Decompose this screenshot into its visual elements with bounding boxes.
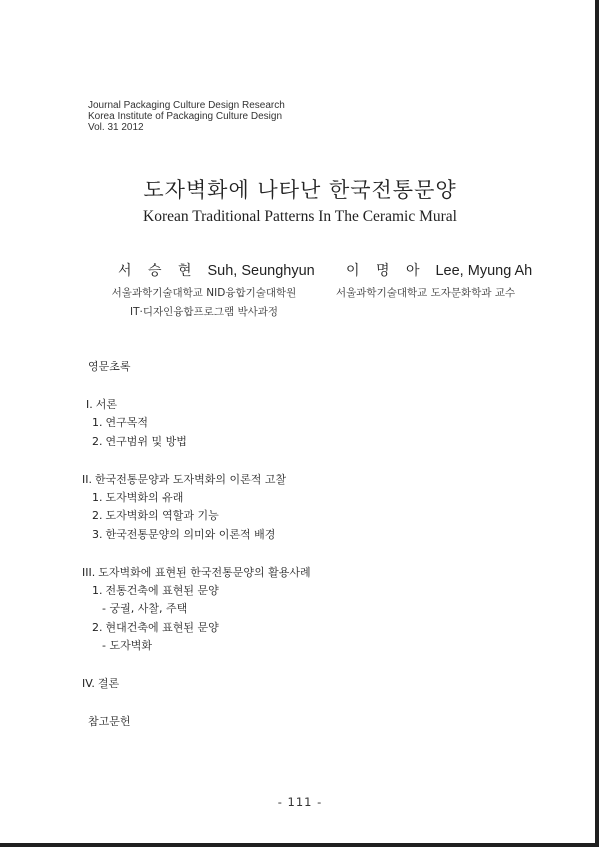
toc-item-2-1: [92, 489, 183, 505]
toc-subitem-3-1-a: - 궁궐, 사찰, 주택: [102, 602, 188, 615]
toc-item-1-1-number: 1.: [92, 416, 103, 429]
toc-section-3-number: III.: [82, 566, 96, 579]
toc-item-3-2-number: 2.: [92, 621, 103, 634]
toc-item-1-1: [92, 414, 148, 430]
author-1-affiliation-line1: 서울과학기술대학교 NID융합기술대학원: [111, 287, 297, 299]
page-number: - 111 -: [277, 795, 323, 809]
author-2-name-english: Lee, Myung Ah: [435, 263, 533, 279]
toc-section-1-number: Ⅰ.: [86, 398, 93, 411]
toc-item-2-1-number: 1.: [92, 491, 103, 504]
paper-title-english: Korean Traditional Patterns In The Ceramic Mural: [143, 208, 457, 225]
author-2-affiliation: 서울과학기술대학교 도자문화학과 교수: [336, 287, 516, 299]
toc-item-2-2: [92, 507, 219, 523]
author-1-name: [118, 260, 315, 280]
toc-item-1-2-label: 연구범위 및 방법: [105, 435, 187, 448]
toc-item-2-3-label: 한국전통문양의 의미와 이론적 배경: [105, 528, 276, 541]
journal-volume: Vol. 31 2012: [88, 122, 144, 133]
journal-header: [88, 100, 285, 133]
toc-section-2-label: 한국전통문양과 도자벽화의 이론적 고찰: [95, 473, 287, 486]
author-1-name-english: Suh, Seunghyun: [207, 263, 315, 279]
toc-item-3-2: [92, 619, 219, 635]
author-1-name-korean: 서 승 현: [118, 263, 198, 279]
toc-section-4-label: 결론: [97, 677, 120, 690]
toc-item-3-1-label: 전통건축에 표현된 문양: [105, 584, 219, 597]
toc-item-1-2: [92, 433, 187, 449]
toc-item-2-1-label: 도자벽화의 유래: [105, 491, 184, 504]
toc-item-1-1-label: 연구목적: [105, 416, 149, 429]
author-1-affiliation-line2: IT·디자인융합프로그램 박사과정: [129, 306, 279, 318]
toc-section-2-number: II.: [82, 473, 92, 486]
journal-publisher: Korea Institute of Packaging Culture Design: [88, 111, 282, 122]
toc-section-4-number: IV.: [82, 677, 95, 690]
paper-title-korean: 도자벽화에 나타난 한국전통문양: [143, 178, 457, 202]
toc-item-2-3-number: 3.: [92, 528, 103, 541]
toc-subitem-3-2-a: - 도자벽화: [102, 639, 152, 652]
toc-section-4: [82, 675, 119, 691]
toc-references: 참고문헌: [88, 715, 131, 728]
toc-item-2-2-label: 도자벽화의 역할과 기능: [105, 509, 219, 522]
toc-section-2: [82, 471, 286, 487]
toc-item-2-3: [92, 526, 275, 542]
toc-item-2-2-number: 2.: [92, 509, 103, 522]
toc-item-3-1: [92, 582, 219, 598]
author-2-name: [346, 260, 532, 280]
toc-item-1-2-number: 2.: [92, 435, 103, 448]
toc-section-1: [86, 396, 117, 412]
author-2-name-korean: 이 명 아: [346, 263, 426, 279]
toc-item-3-2-label: 현대건축에 표현된 문양: [105, 621, 219, 634]
toc-section-3: [82, 564, 311, 580]
journal-name: Journal Packaging Culture Design Research: [88, 100, 285, 111]
toc-section-1-label: 서론: [95, 398, 118, 411]
toc-abstract: 영문초록: [88, 360, 131, 373]
toc-item-3-1-number: 1.: [92, 584, 103, 597]
toc-section-3-label: 도자벽화에 표현된 한국전통문양의 활용사례: [98, 566, 311, 579]
